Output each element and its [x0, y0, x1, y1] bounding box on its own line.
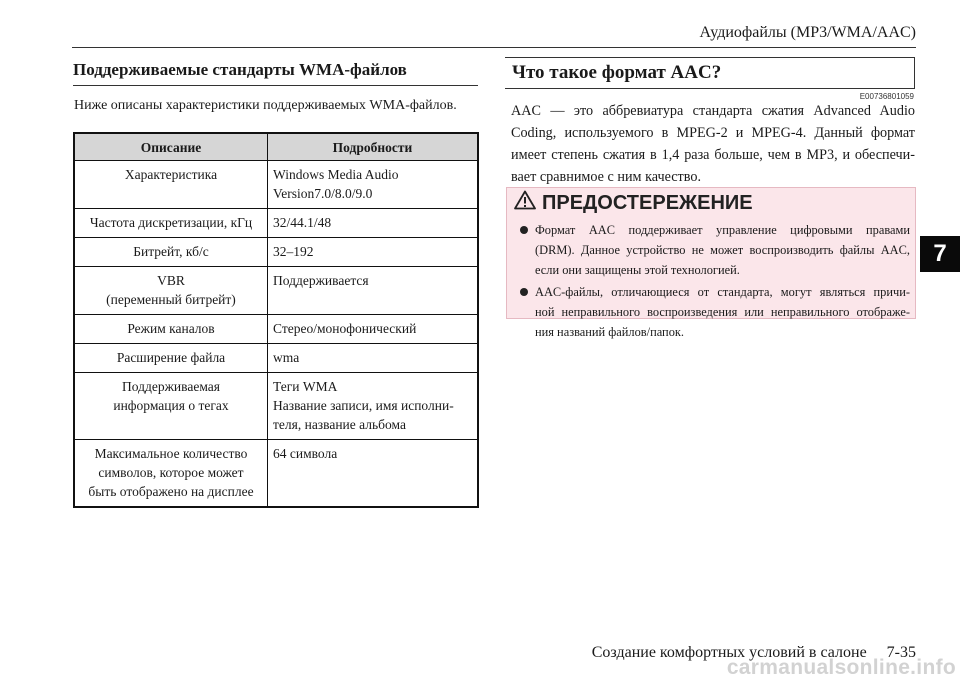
table-row	[74, 344, 478, 373]
table-row	[74, 161, 478, 209]
table-row	[74, 315, 478, 344]
cell-line: символов, которое может	[98, 465, 244, 480]
column-header-details: Подробности	[268, 133, 479, 161]
table-cell-details	[268, 238, 479, 267]
wma-section-heading: Поддерживаемые стандарты WMA-файлов	[73, 60, 407, 79]
table-cell-description	[74, 267, 268, 315]
wma-spec-table	[73, 132, 479, 508]
cell-line: VBR	[157, 273, 185, 288]
table-cell-description	[74, 161, 268, 209]
cell-line: 32/44.1/48	[273, 215, 332, 230]
warning-title	[514, 190, 753, 216]
cell-line: Битрейт, кб/с	[133, 244, 209, 259]
table-cell-description	[74, 209, 268, 238]
cell-line: 64 символа	[273, 446, 338, 461]
cell-line: Поддерживаемая	[122, 379, 220, 394]
cell-line: быть отображено на дисплее	[88, 484, 254, 499]
warning-item	[520, 220, 910, 280]
cell-line: Характеристика	[124, 167, 218, 182]
chapter-tab: 7	[920, 236, 960, 272]
warning-list	[520, 220, 910, 344]
cell-line: Название записи, имя исполни-	[273, 398, 454, 413]
wma-spec-table-body	[74, 161, 478, 508]
table-cell-details	[268, 315, 479, 344]
watermark: carmanualsonline.info	[726, 656, 956, 679]
table-cell-description	[74, 373, 268, 440]
table-cell-details	[268, 161, 479, 209]
aac-description-line: вает сравнимое с ним качество.	[511, 169, 701, 185]
table-row	[74, 238, 478, 267]
column-header-description: Описание	[74, 133, 268, 161]
warning-line: если они защищены этой технологией.	[535, 263, 740, 277]
cell-line: Расширение файла	[116, 350, 226, 365]
cell-line: Теги WMA	[273, 379, 338, 394]
table-cell-description	[74, 315, 268, 344]
warning-title-text: ПРЕДОСТЕРЕЖЕНИЕ	[542, 191, 753, 214]
warning-line: (DRM). Данное устройство не может воспроизводить файлы AAC,	[535, 243, 910, 257]
table-cell-details	[268, 209, 479, 238]
header-divider	[72, 47, 916, 48]
table-row	[74, 373, 478, 440]
table-cell-description	[74, 440, 268, 508]
table-cell-description	[74, 238, 268, 267]
aac-description-line: Coding, используемого в MPEG-2 и MPEG-4. Данный формат	[511, 125, 915, 141]
aac-description	[511, 100, 915, 188]
warning-triangle-icon	[514, 190, 536, 216]
table-header-row	[74, 133, 478, 161]
section-code: E00736801059	[859, 92, 914, 101]
table-row	[74, 267, 478, 315]
page-number: 7-35	[886, 644, 916, 661]
warning-item	[520, 282, 910, 342]
cell-line: Version7.0/8.0/9.0	[273, 186, 373, 201]
table-cell-details	[268, 344, 479, 373]
cell-line: Windows Media Audio	[273, 167, 399, 182]
cell-line: информация о тегах	[113, 398, 229, 413]
cell-line: 32–192	[273, 244, 314, 259]
cell-line: Максимальное количество	[94, 446, 248, 461]
cell-line: Поддерживается	[273, 273, 369, 288]
bullet-icon	[520, 226, 528, 234]
warning-line: Формат AAC поддерживает управление цифровыми правами	[535, 223, 910, 237]
aac-section-heading: Что такое формат AAC?	[512, 62, 722, 83]
table-row	[74, 209, 478, 238]
footer-section-title: Создание комфортных условий в салоне	[591, 644, 867, 661]
cell-line: (переменный битрейт)	[106, 292, 236, 307]
table-cell-details	[268, 267, 479, 315]
table-row	[74, 440, 478, 508]
table-cell-description	[74, 344, 268, 373]
warning-line: ной неправильного воспроизведения или неправильного отображе-	[535, 305, 910, 319]
cell-line: Режим каналов	[127, 321, 215, 336]
table-cell-details	[268, 373, 479, 440]
warning-line: ния названий файлов/папок.	[535, 325, 685, 339]
table-cell-details	[268, 440, 479, 508]
warning-line: AAC-файлы, отличающиеся от стандарта, могут являться причи-	[535, 285, 910, 299]
aac-description-line: имеет степень сжатия в 1,4 раза больше, чем в MP3, и обеспечи-	[511, 147, 915, 163]
cell-line: Частота дискретизации, кГц	[89, 215, 253, 230]
page-header-title: Аудиофайлы (MP3/WMA/AAC)	[699, 24, 916, 41]
aac-description-line: AAC — это аббревиатура стандарта сжатия Advanced Audio	[511, 103, 915, 119]
cell-line: wma	[273, 350, 300, 365]
cell-line: Стерео/монофонический	[273, 321, 417, 336]
wma-intro-text: Ниже описаны характеристики поддерживаемых WMA-файлов.	[74, 98, 457, 113]
wma-heading-divider	[73, 85, 478, 86]
bullet-icon	[520, 288, 528, 296]
cell-line: теля, название альбома	[273, 417, 406, 432]
